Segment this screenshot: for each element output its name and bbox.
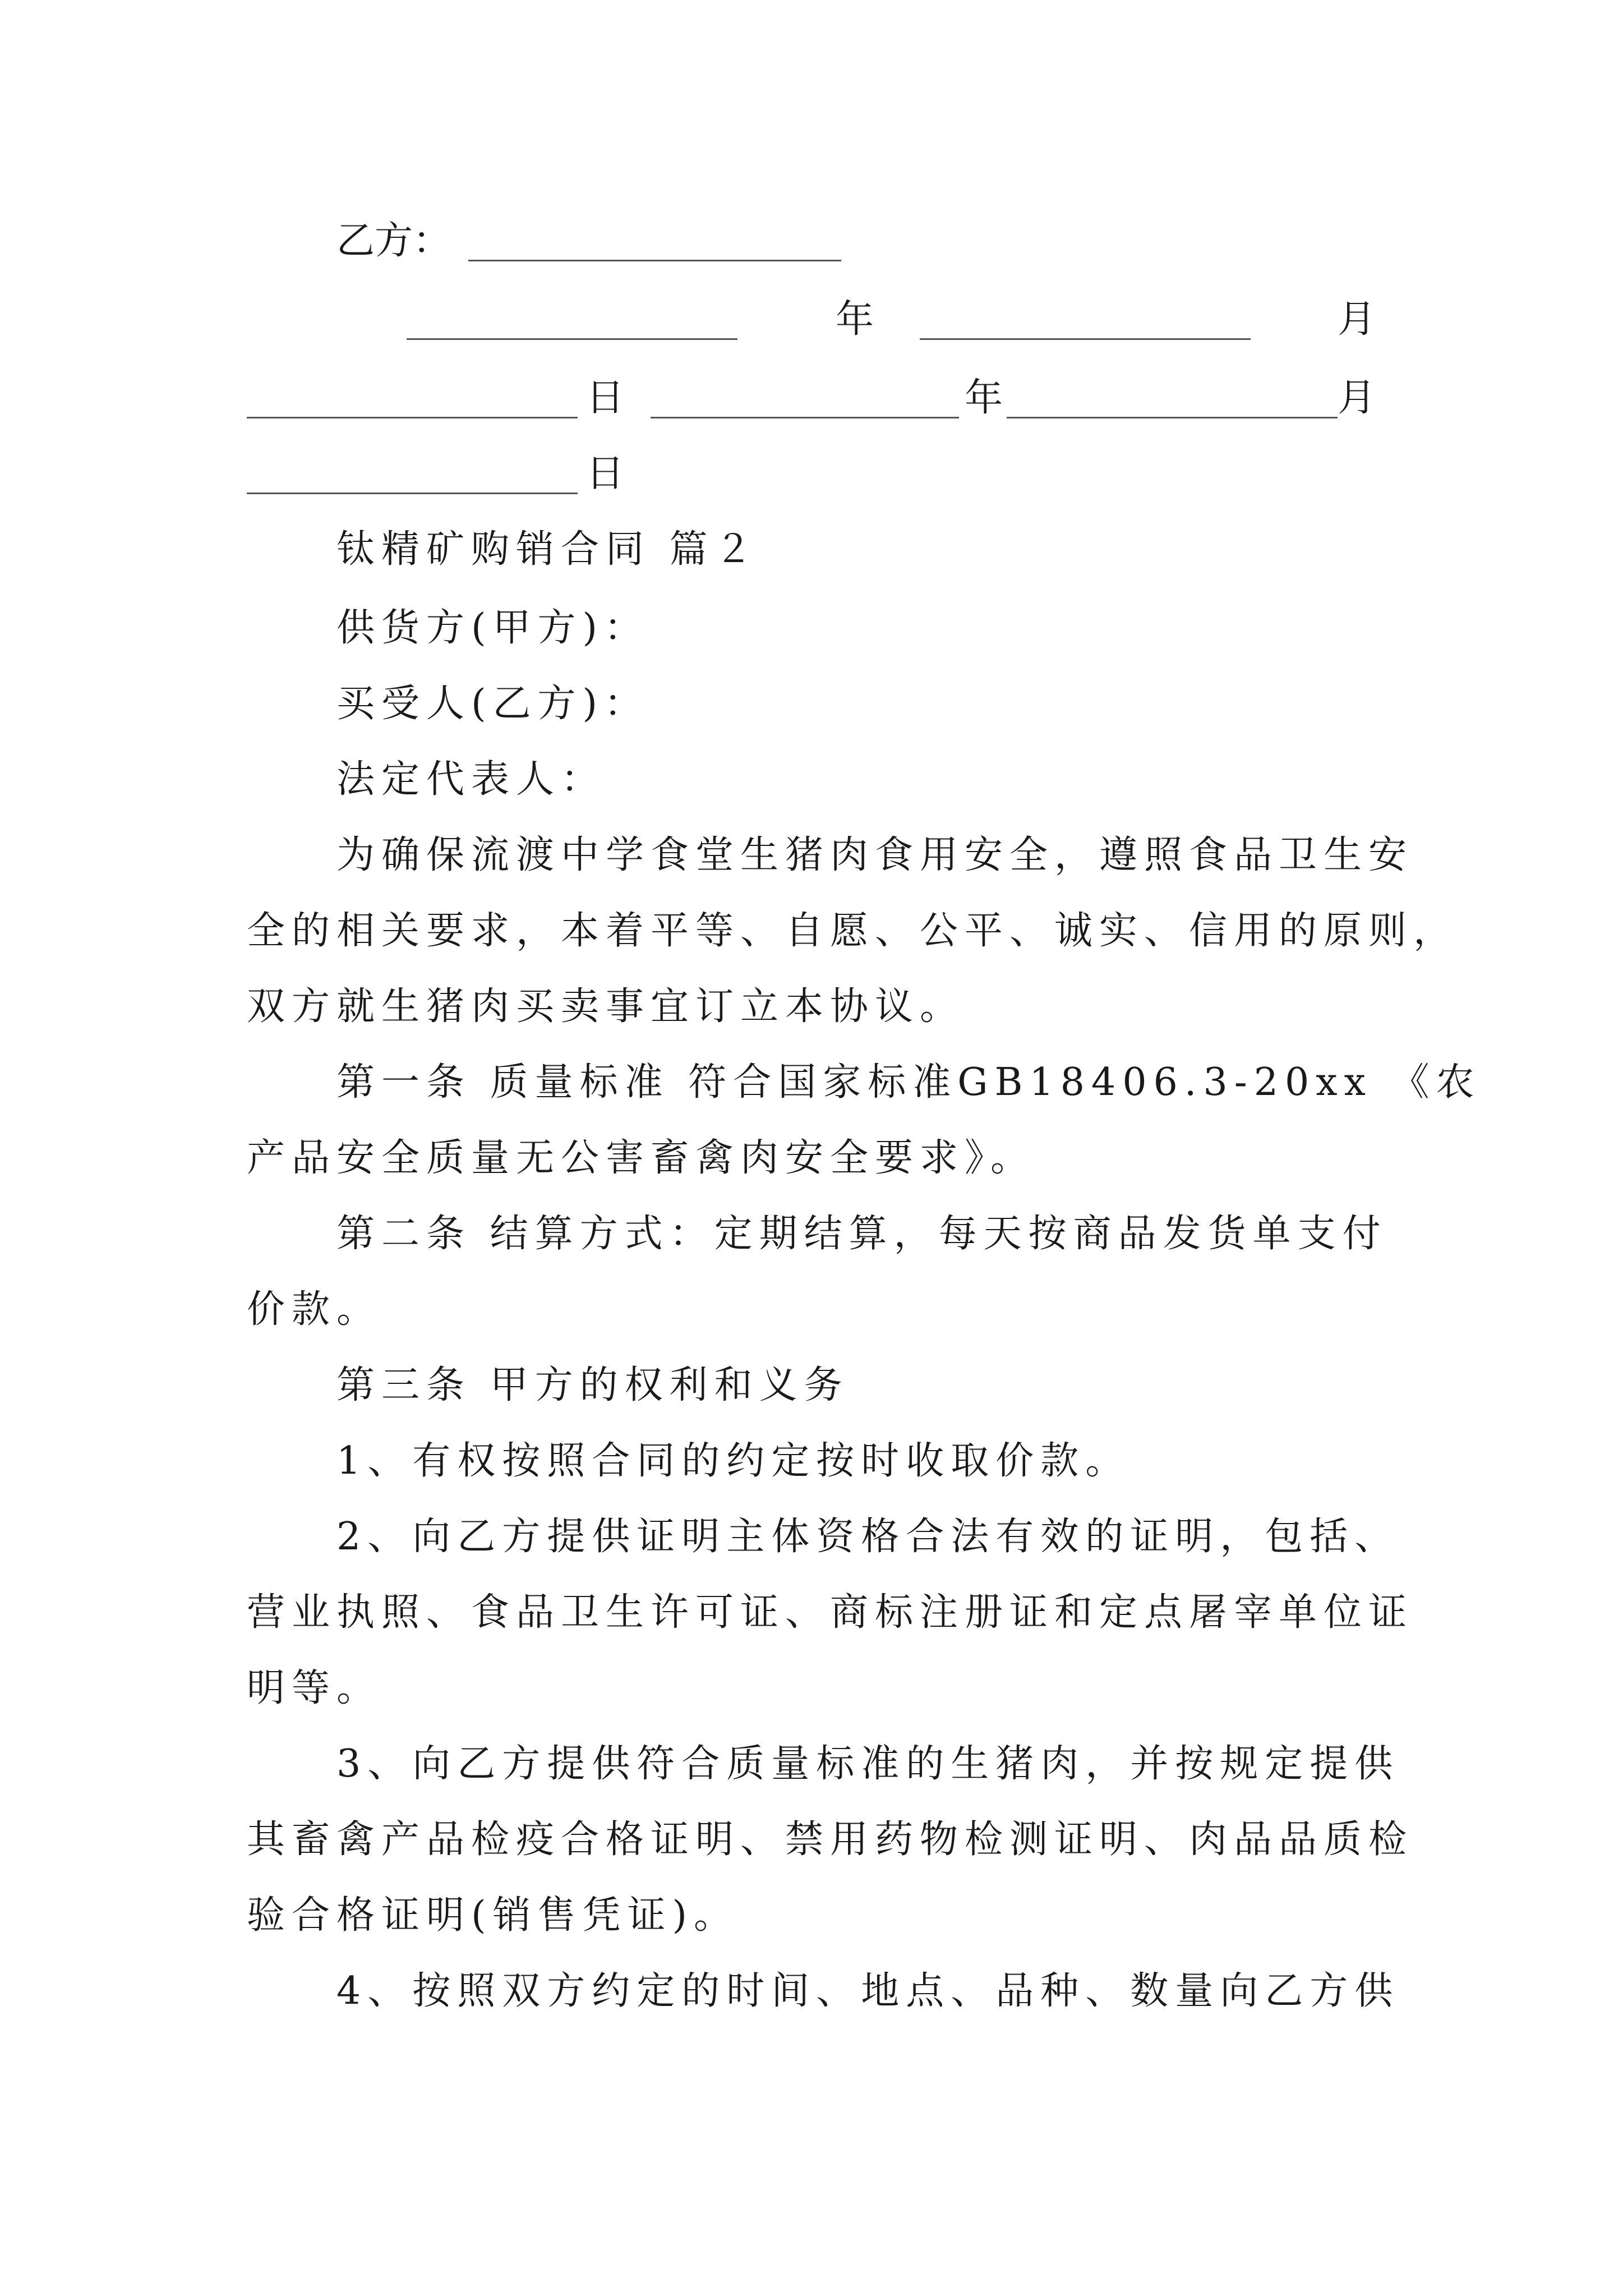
intro-line-2: 全的相关要求，本着平等、自愿、公平、诚实、信用的原则， (247, 909, 1459, 953)
day-label: 日 (586, 376, 625, 420)
intro-line-1: 为确保流渡中学食堂生猪肉食用安全，遵照食品卫生安 (336, 833, 1414, 877)
item2-line-2: 营业执照、食品卫生许可证、商标注册证和定点屠宰单位证 (247, 1590, 1414, 1635)
item2-line-3: 明等。 (247, 1666, 382, 1710)
month-blank (920, 305, 1251, 340)
contract-title: 钛精矿购销合同 篇２ (336, 527, 759, 572)
year-label-2: 年 (965, 376, 1003, 420)
date-row-2 (247, 373, 1380, 424)
year-blank (407, 305, 737, 340)
month-blank-2 (1007, 383, 1338, 418)
item4-line-1: 4、按照双方约定的时间、地点、品种、数量向乙方供 (336, 1969, 1400, 2013)
year-label: 年 (836, 297, 874, 342)
item1-line: 1、有权按照合同的约定按时收取价款。 (336, 1439, 1131, 1483)
legal-rep-line: 法定代表人： (336, 757, 606, 802)
intro-line-3: 双方就生猪肉买卖事宜订立本协议。 (247, 984, 965, 1029)
party-b-signature-row (247, 216, 1380, 266)
item2-line-1: 2、向乙方提供证明主体资格合法有效的证明，包括、 (336, 1515, 1400, 1559)
article2-line-1: 第二条 结算方式：定期结算，每天按商品发货单支付 (336, 1212, 1387, 1256)
party-b-label: 乙方： (336, 219, 451, 263)
month-label-2: 月 (1338, 376, 1376, 420)
day-blank-2 (247, 459, 578, 494)
article3-title: 第三条 甲方的权利和义务 (336, 1363, 849, 1407)
supplier-line: 供货方(甲方)： (336, 606, 649, 650)
buyer-line: 买受人(乙方)： (336, 682, 649, 726)
article1-line-2: 产品安全质量无公害畜禽肉安全要求》。 (247, 1136, 1036, 1180)
party-b-blank (468, 226, 841, 261)
article1-line-1: 第一条 质量标准 符合国家标准GB18406.3-20xx 《农 (336, 1060, 1481, 1105)
day-label-2: 日 (586, 452, 625, 496)
item3-line-2: 其畜禽产品检疫合格证明、禁用药物检测证明、肉品品质检 (247, 1818, 1414, 1862)
item3-line-3: 验合格证明(销售凭证)。 (247, 1893, 739, 1938)
year-blank-2 (651, 383, 959, 418)
item3-line-1: 3、向乙方提供符合质量标准的生猪肉，并按规定提供 (336, 1742, 1400, 1786)
date-row-1 (247, 295, 1380, 345)
date-row-3 (247, 449, 1380, 499)
article2-line-2: 价款。 (247, 1287, 382, 1332)
day-blank (247, 383, 578, 418)
month-label: 月 (1338, 297, 1376, 342)
